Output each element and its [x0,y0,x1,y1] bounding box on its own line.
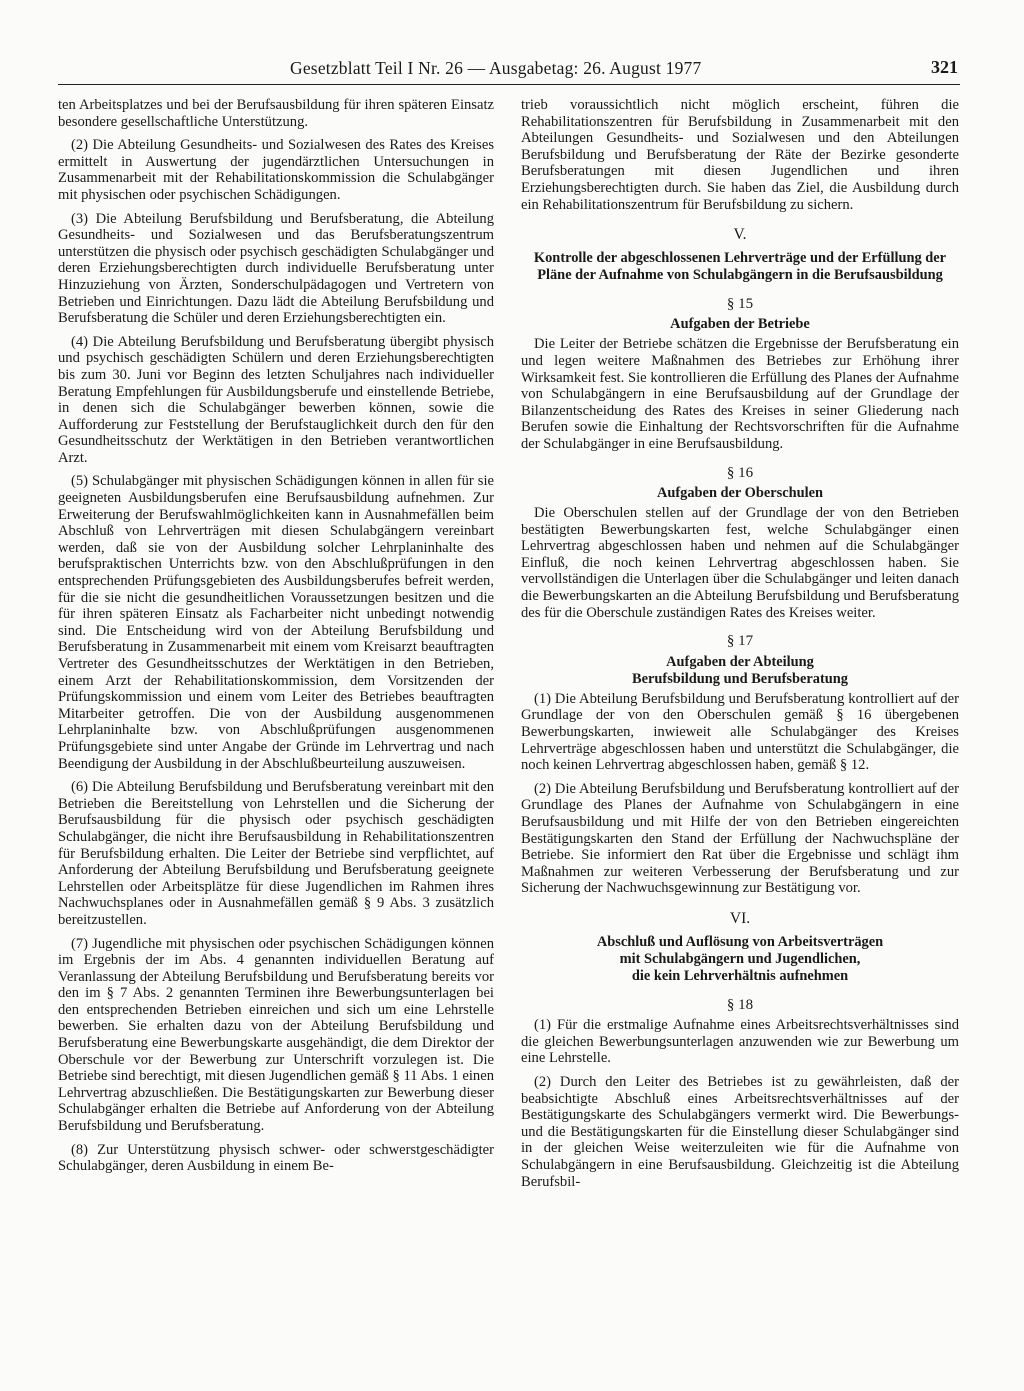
section-number: VI. [729,909,751,927]
paragraph: (8) Zur Unterstützung physisch schwer- oder schwerstgeschädigter Schulabgänger, deren Ausbildung in einem Be- [58,1141,494,1175]
paragraph-number: § 16 [726,464,754,481]
section-title: Abschluß und Auflösung von Arbeitsverträgen [596,933,884,950]
right-column [521,97,959,1197]
paragraph: (3) Die Abteilung Berufsbildung und Berufsberatung, die Abteilung Gesundheits- und Sozialwesen und das Berufsberatungszentrum unterstützen die physisch oder psychisch geschädigten Schulabgänger und deren Erziehungsberechtigten durch individuelle Berufsberatung unter Hinzuziehung von Ärzten, Sonderschulpädagogen und Vertretern von Betrieben und Einrichtungen. Dazu lädt die Abteilung Berufsbildung und Berufsberatung die Schüler und deren Erziehungsberechtigten ein. [58,210,494,327]
section-number: V. [733,226,747,244]
paragraph-title: Aufgaben der Betriebe [670,316,810,333]
left-column [58,97,494,1182]
section-title: die kein Lehrverhältnis aufnehmen [631,967,849,984]
page-number: 321 [931,57,958,77]
paragraph: (5) Schulabgänger mit physischen Schädigungen können in allen für sie geeigneten Ausbildungsberufen eine Berufsausbildung aufnehmen. Zur Erweiterung der Berufswahlmöglichkeiten kann in Ausnahmefällen beim Abschluß von Lehrverträgen mit diesen Schulabgängern vereinbart werden, daß sie von der Ausbildung solcher Lehrplaninhalte des berufspraktischen Unterrichts bzw. von den Abschlußprüfungen in den entsprechenden Prüfungsgebieten des Ausbildungsberufes befreit werden, für die sie nicht die gesundheitlichen Voraussetzungen besitzen und die für ihren späteren Einsatz als Facharbeiter nicht unbedingt notwendig sind. Die Entscheidung wird von der Abteilung Berufsbildung und Berufsberatung in Zusammenarbeit mit einem vom Kreisarzt beauftragten Vertreter des Gesundheitsschutzes der Werktätigen in den Betrieben, einem Arzt der Rehabilitationskommission, dem Vorsitzenden der Prüfungskommission und einem vom Leiter des Betriebes beauftragten Mitarbeiter getroffen. Die von der Ausbildung ausgenommenen Lehrplaninhalte bzw. von Abschlußprüfungen ausgenommenen Prüfungsgebiete sind unter Angabe der Gründe im Lehrvertrag und nach Beendigung der Ausbildung in der Abschlußbeurteilung auszuweisen. [58,473,494,772]
paragraph-title: Aufgaben der Oberschulen [656,485,824,502]
paragraph: (2) Die Abteilung Gesundheits- und Sozialwesen des Rates des Kreises ermittelt in Auswertung der jugendärztlichen Untersuchungen in Zusammenarbeit mit der Rehabilitationskommission die Schulabgänger mit physischen oder psychischen Schädigungen. [58,137,494,203]
paragraph: (6) Die Abteilung Berufsbildung und Berufsberatung vereinbart mit den Betrieben die Bereitstellung von Lehrstellen und die Sicherung der Berufsausbildung für die physisch oder psychisch geschädigten Schulabgänger, die nicht ihre Berufsausbildung in Rehabilitationszentren für Berufsbildung erhalten. Die Leiter der Betriebe sind verpflichtet, auf Anforderung der Abteilung Berufsbildung und Berufsberatung geeignete Lehrstellen oder Arbeitsplätze für diese Jugendlichen im Rahmen ihres Nachwuchsplanes oder in Ausnahmefällen gemäß § 9 Abs. 3 zusätzlich bereitzustellen. [58,779,494,928]
paragraph-number: § 15 [726,295,754,312]
paragraph: ten Arbeitsplatzes und bei der Berufsausbildung für ihren späteren Einsatz besondere gesellschaftliche Unterstützung. [58,97,494,130]
header-title: Gesetzblatt Teil I Nr. 26 — Ausgabetag: 26. August 1977 [290,58,702,78]
paragraph: Die Leiter der Betriebe schätzen die Ergebnisse der Berufsberatung ein und legen weitere Maßnahmen des Betriebes zur Erhöhung ihrer Wirksamkeit fest. Sie kontrollieren die Erfüllung des Planes der Aufnahme von Schulabgängern in eine Berufsausbildung auf der Grundlage der Bilanzentscheidung des Rates des Kreises in seiner Gliederung nach Berufen sowie die Einhaltung der Rechtsvorschriften für die Aufnahme der Schulabgänger in eine Berufsausbildung. [521,336,959,452]
paragraph: trieb voraussichtlich nicht möglich erscheint, führen die Rehabilitationszentren für Berufsbildung in Zusammenarbeit mit den Abteilungen Gesundheits- und Sozialwesen und den Abteilungen Berufsbildung und Berufsberatung der Räte der Bezirke gesonderte Berufsberatungen mit diesen Jugendlichen und ihren Erziehungsberechtigten durch. Sie haben das Ziel, die Ausbildung durch ein Rehabilitationszentrum für Berufsbildung zu sichern. [521,97,959,213]
paragraph: Die Oberschulen stellen auf der Grundlage der von den Betrieben bestätigten Bewerbungskarten fest, welche Schulabgänger einen Lehrvertrag abgeschlossen haben und nehmen auf die Schulabgänger Einfluß, die noch keinen Lehrvertrag abgeschlossen haben. Sie vervollständigen die Unterlagen über die Schulabgänger und leiten danach die Bewerbungskarten an die Abteilung Berufsbildung und Berufsberatung des für die Oberschule zuständigen Rates des Kreises weiter. [521,505,959,621]
section-title: Kontrolle der abgeschlossenen Lehrverträge und der Erfüllung der Pläne der Aufnahme von Schulabgängern in die Berufsausbildung [533,249,947,283]
paragraph-title: Berufsbildung und Berufsberatung [632,670,848,687]
paragraph: (1) Für die erstmalige Aufnahme eines Arbeitsrechtsverhältnisses sind die gleichen Bewerbungsunterlagen anzuwenden wie zur Bewerbung um eine Lehrstelle. [521,1017,959,1067]
paragraph-title: Aufgaben der Abteilung [666,653,814,670]
paragraph: (1) Die Abteilung Berufsbildung und Berufsberatung kontrolliert auf der Grundlage der von den Oberschulen gemäß § 16 übergebenen Bewerbungskarten, inwieweit alle Schulabgänger des Kreises Lehrverträge abgeschlossen haben und unterstützt die Schulabgänger, die noch keinen Lehrvertrag abgeschlossen haben, gemäß § 12. [521,690,959,774]
paragraph: (2) Die Abteilung Berufsbildung und Berufsberatung kontrolliert auf der Grundlage des Planes der Aufnahme von Schulabgängern in eine Berufsausbildung und mit Hilfe der von den Betrieben eingereichten Bestätigungskarten den Stand der Erfüllung der Nachwuchspläne der Betriebe. Sie informiert den Rat über die Ergebnisse und schlägt ihm Maßnahmen zur weiteren Verbesserung der Berufsberatung und zur Sicherung der Nachwuchsgewinnung zur Bestätigung vor. [521,780,959,897]
paragraph-number: § 17 [726,633,754,650]
paragraph-number: § 18 [726,996,754,1013]
paragraph: (7) Jugendliche mit physischen oder psychischen Schädigungen können im Ergebnis der im Abs. 4 genannten individuellen Beratung auf Veranlassung der Abteilung Berufsbildung und Berufsberatung bereits vor den im § 7 Abs. 2 genannten Terminen ihre Bewerbungsunterlagen bei den entsprechenden Betrieben einreichen und sich um eine Lehrstelle bewerben. Sie erhalten dazu von der Abteilung Berufsbildung und Berufsberatung eine Bewerbungskarte ausgehändigt, die dem Direktor der Oberschule vor der Bewerbung zur Unterschrift vorzulegen ist. Die Betriebe sind berechtigt, mit diesen Jugendlichen gemäß § 11 Abs. 1 einen Lehrvertrag abzuschließen. Die Bestätigungskarten zur Bewerbung dieser Schulabgänger erhalten die Betriebe auf Anforderung von der Abteilung Berufsbildung und Berufsberatung. [58,935,494,1135]
paragraph: (4) Die Abteilung Berufsbildung und Berufsberatung übergibt physisch und psychisch geschädigten Schülern und deren Erziehungsberechtigten bis zum 30. Juni vor Beginn des letzten Schuljahres nach individueller Beratung Empfehlungen für Ausbildungsberufe und einstellende Betriebe, in denen sich die Schulabgänger bewerben können, sowie die Aufforderung zur Feststellung der Berufstauglichkeit durch den für den Gesundheitsschutz der Werktätigen in den Betrieben verantwortlichen Arzt. [58,333,494,466]
paragraph: (2) Durch den Leiter des Betriebes ist zu gewährleisten, daß der beabsichtigte Abschluß eines Arbeitsrechtsverhältnisses auf der Bestätigungskarte des Schulabgängers vermerkt wird. Die Bewerbungs- und die Bestätigungskarten für die Einstellung dieser Schulabgänger sind in der gleichen Weise weiterzuleiten wie für die Aufnahme von Schulabgängern in eine Berufsausbildung. Gleichzeitig ist die Abteilung Berufsbil- [521,1073,959,1190]
page-header [58,54,960,85]
section-title: mit Schulabgängern und Jugendlichen, [619,950,861,967]
